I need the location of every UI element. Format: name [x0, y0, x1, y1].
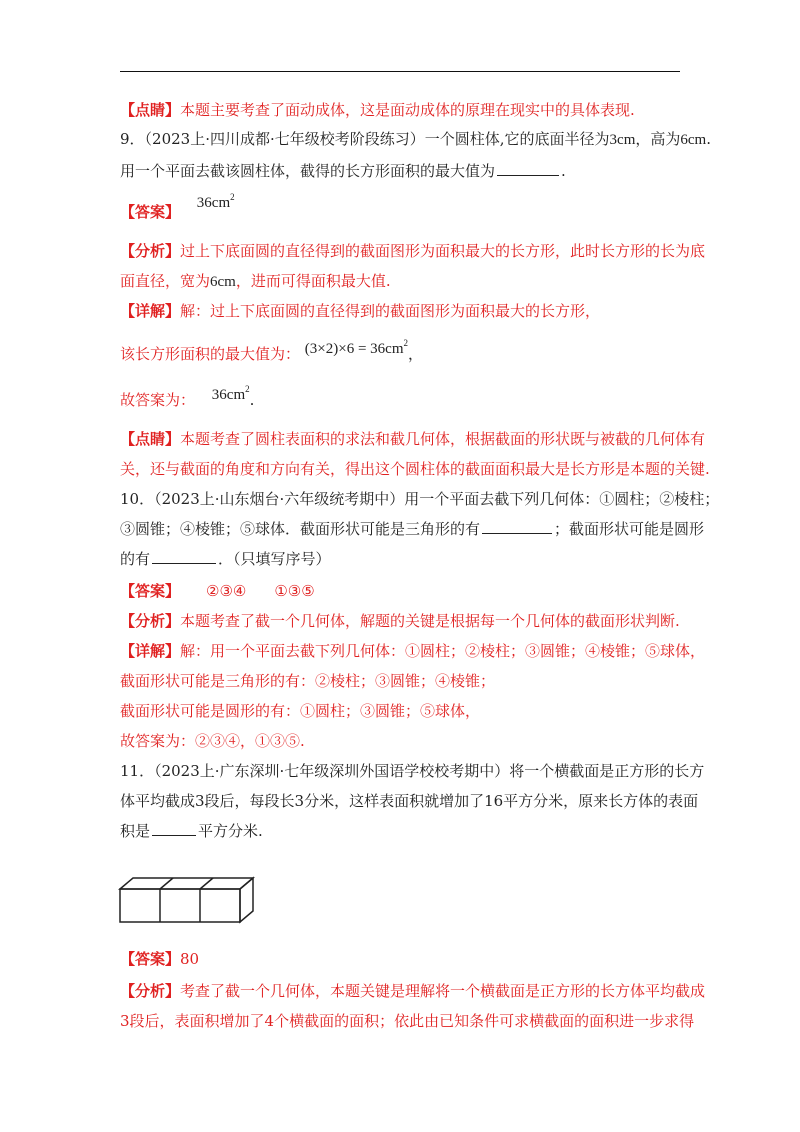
q10-detail-line1: 【详解】解：用一个平面去截下列几何体：①圆柱；②棱柱；③圆锥；④棱锥；⑤球体， — [120, 642, 706, 660]
side-face — [240, 878, 253, 922]
q9-answer: 【答案】 $36cm^2$ — [120, 192, 235, 221]
q8-comment: 【点睛】本题主要考查了面动成体，这是面动成体的原理在现实中的具体表现. — [120, 101, 635, 119]
top-divider-1 — [160, 878, 173, 889]
top-divider-2 — [200, 878, 213, 889]
q9-stem-line1: 9．（2023上·四川成都·七年级校考阶段练习）一个圆柱体,它的底面半径为3cm，高为6cm. — [120, 130, 711, 148]
q10-detail-line4: 故答案为：②③④，①③⑤. — [120, 732, 305, 750]
q9-comment-line2: 关，还与截面的角度和方向有关，得出这个圆柱体的截面面积最大是长方形是本题的关键. — [120, 460, 710, 478]
q9-detail-line1: 【详解】解：过上下底面圆的直径得到的截面图形为面积最大的长方形， — [120, 302, 601, 320]
q9-stem-line2: 用一个平面去截该圆柱体，截得的长方形面积的最大值为 . — [120, 162, 566, 180]
q10-detail-line2: 截面形状可能是三角形的有：②棱柱；③圆锥；④棱锥； — [120, 672, 496, 690]
answer-blank — [152, 549, 216, 564]
answer-blank — [497, 161, 559, 176]
front-face — [120, 889, 240, 922]
q11-stem-line1: 11．（2023上·广东深圳·七年级深圳外国语学校校考期中）将一个横截面是正方形的长方 — [120, 762, 705, 780]
q10-detail-line3: 截面形状可能是圆形的有：①圆柱；③圆锥；⑤球体， — [120, 702, 481, 720]
header-rule — [120, 71, 680, 72]
answer-blank — [482, 519, 552, 534]
q9-detail-formula: $(3\times 2)\times 6 = 36cm^2$ — [304, 338, 408, 357]
q10-stem-line2: ③圆锥；④棱锥；⑤球体．截面形状可能是三角形的有 ；截面形状可能是圆形 — [120, 520, 705, 538]
q11-analysis-line2: 3段后，表面积增加了4个横截面的面积；依此由已知条件可求横截面的面积进一步求得 — [120, 1012, 695, 1030]
cuboid-three-cubes-figure — [118, 876, 268, 926]
top-face — [120, 878, 253, 889]
q9-analysis-line2: 面直径，宽为6cm，进而可得面积最大值. — [120, 272, 391, 290]
q10-stem-line3: 的有 ．（只填写序号） — [120, 550, 331, 568]
q11-stem-line2: 体平均截成3段后，每段长3分米，这样表面积就增加了16平方分米，原来长方体的表面 — [120, 792, 699, 810]
q9-comment-line1: 【点睛】本题考查了圆柱表面积的求法和截几何体，根据截面的形状既与被截的几何体有 — [120, 430, 706, 448]
q11-stem-line3: 积是 平方分米. — [120, 822, 263, 840]
q9-analysis-line1: 【分析】过上下底面圆的直径得到的截面图形为面积最大的长方形，此时长方形的长为底 — [120, 242, 706, 260]
q9-detail-line3: 故答案为： $36cm^2$. — [120, 384, 255, 409]
q10-stem-line1: 10．（2023上·山东烟台·六年级统考期中）用一个平面去截下列几何体：①圆柱；②棱柱； — [120, 490, 720, 508]
q10-answer: 【答案】 ②③④ ①③⑤ — [120, 582, 315, 600]
q9-detail-value: $36cm^2$ — [211, 384, 250, 403]
answer-blank — [152, 821, 196, 836]
q9-answer-value: $36cm^2$ — [196, 192, 235, 211]
q9-detail-line2: 该长方形面积的最大值为： $(3\times 2)\times 6 = 36cm^2$， — [120, 338, 424, 363]
q11-answer: 【答案】80 — [120, 950, 200, 968]
q11-analysis-line1: 【分析】考查了截一个几何体，本题关键是理解将一个横截面是正方形的长方体平均截成 — [120, 982, 706, 1000]
q10-analysis: 【分析】本题考查了截一个几何体，解题的关键是根据每一个几何体的截面形状判断. — [120, 612, 680, 630]
